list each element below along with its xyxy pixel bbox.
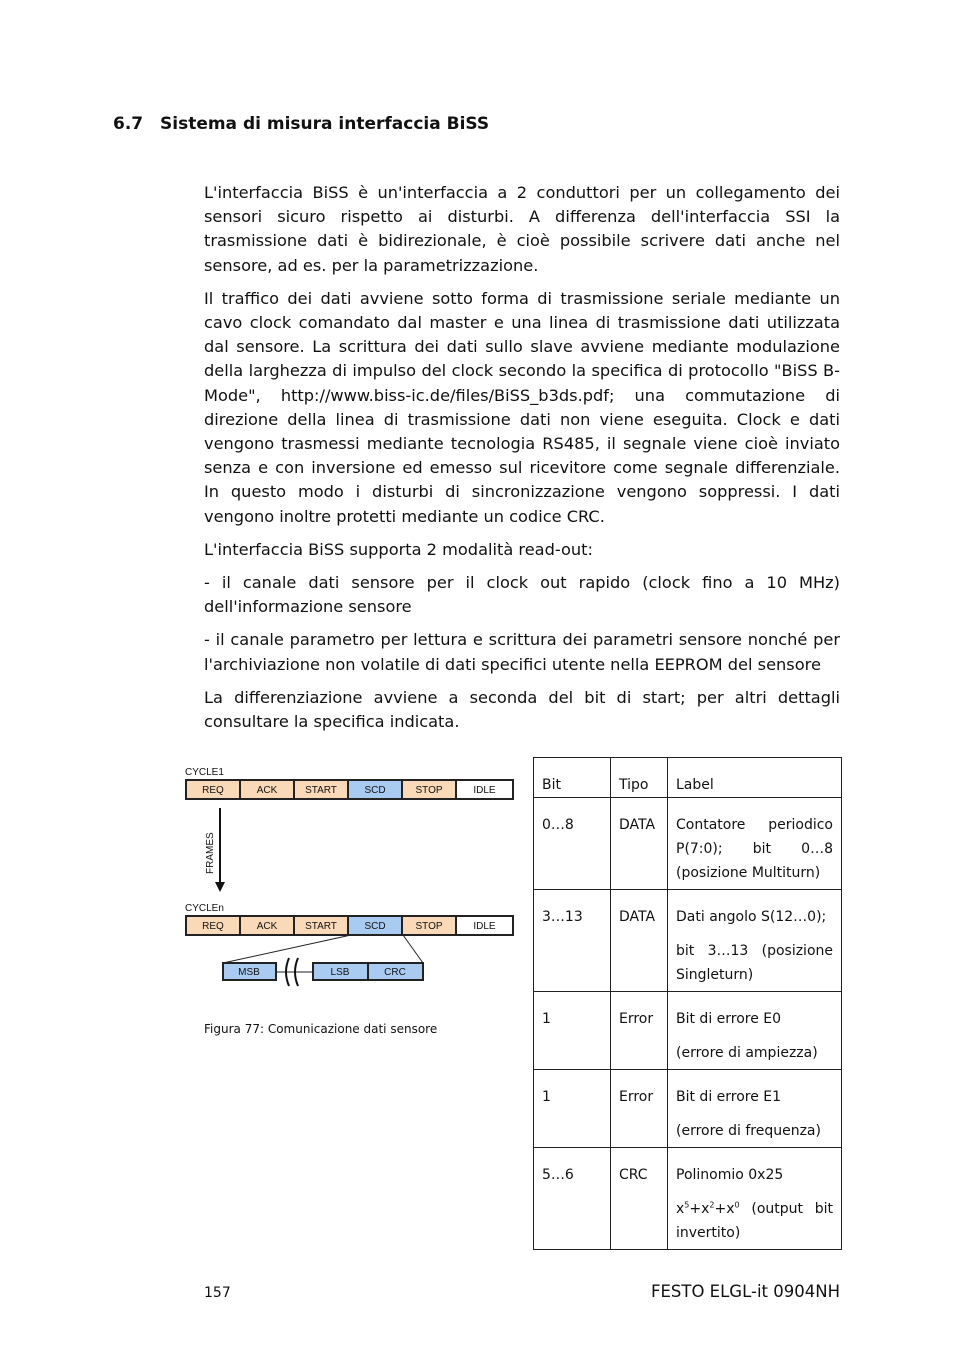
label-text: Bit di errore E1 xyxy=(676,1089,782,1105)
cycle1-label: CYCLE1 xyxy=(185,767,224,778)
header-type: Tipo xyxy=(611,758,668,798)
formula-term: +x xyxy=(714,1201,735,1217)
table-row xyxy=(534,1070,842,1148)
cell-bit: 0…8 xyxy=(534,798,611,890)
cell-lsb-label: LSB xyxy=(330,967,350,978)
cell-idle-label: IDLE xyxy=(473,921,496,932)
cell-stop-label: STOP xyxy=(415,785,443,796)
cell-msb-label: MSB xyxy=(238,967,260,978)
formula-exponent: 0 xyxy=(734,1200,740,1210)
cell-crc-label: CRC xyxy=(384,967,406,978)
cell-req-label: REQ xyxy=(202,785,224,796)
frames-label: FRAMES xyxy=(205,832,216,874)
cell-label xyxy=(668,1148,842,1250)
cyclen-row xyxy=(186,916,513,935)
cell-start-label: START xyxy=(305,785,337,796)
label-text: bit 3…13 (posizione Singleturn) xyxy=(676,943,833,983)
cell-label xyxy=(668,1070,842,1148)
section-number: 6.7 xyxy=(113,114,144,134)
table-row xyxy=(534,1148,842,1250)
paragraph-intro: L'interfaccia BiSS è un'interfaccia a 2 conduttori per un collegamento dei sensori sicuro rispetto ai disturbi. A differenza dell'interfaccia SSI la trasmissione dati è bidirezionale, è cioè possibile scrivere dati anche nel sensore, ad es. per la parametrizzazione. xyxy=(204,183,840,275)
cell-ack-label: ACK xyxy=(256,785,278,796)
bullet-data-channel: - il canale dati sensore per il clock out rapido (clock fino a 10 MHz) dell'informazione sensore xyxy=(204,573,840,617)
bit-table xyxy=(533,757,842,1250)
body-text xyxy=(204,181,840,743)
paragraph-differentiation: La differenziazione avviene a seconda del bit di start; per altri dettagli consultare la specifica indicata. xyxy=(204,687,840,732)
header-label: Label xyxy=(668,758,842,798)
label-text: Polinomio 0x25 xyxy=(676,1167,784,1183)
biss-diagram xyxy=(183,762,518,992)
table-row xyxy=(534,798,842,890)
cell-req-label: REQ xyxy=(202,921,224,932)
page-number: 157 xyxy=(204,1285,231,1301)
table-header-row xyxy=(534,758,842,798)
label-text: (errore di ampiezza) xyxy=(676,1045,818,1061)
formula-note: (output bit invertito) xyxy=(676,1201,834,1241)
formula-term: +x xyxy=(689,1201,710,1217)
cell-stop-label: STOP xyxy=(415,921,443,932)
cell-type: CRC xyxy=(611,1148,668,1250)
cycle1-row xyxy=(186,780,513,799)
table-row xyxy=(534,890,842,992)
header-bit: Bit xyxy=(534,758,611,798)
table-row xyxy=(534,992,842,1070)
paragraph-modes: L'interfaccia BiSS supporta 2 modalità read-out: xyxy=(204,539,593,559)
section-heading xyxy=(113,114,489,134)
cell-bit: 1 xyxy=(534,1070,611,1148)
cyclen-label: CYCLEn xyxy=(185,903,224,914)
section-title: Sistema di misura interfaccia BiSS xyxy=(160,114,490,134)
cell-bit: 5…6 xyxy=(534,1148,611,1250)
label-text: Bit di errore E0 xyxy=(676,1011,782,1027)
cell-ack-label: ACK xyxy=(256,921,278,932)
cell-type: Error xyxy=(611,992,668,1070)
figure-caption: Figura 77: Comunicazione dati sensore xyxy=(204,1022,438,1036)
cell-idle-label: IDLE xyxy=(473,785,496,796)
cell-bit: 3…13 xyxy=(534,890,611,992)
bullet-parameter-channel: - il canale parametro per lettura e scrittura dei parametri sensore nonché per l'archiviazione non volatile di dati specifici utente nella EEPROM del sensore xyxy=(204,630,840,674)
cell-scd-label: SCD xyxy=(364,921,386,932)
cell-label xyxy=(668,798,842,890)
label-text: Contatore periodico P(7:0); bit 0…8 (posizione Multiturn) xyxy=(676,817,833,881)
cell-type: DATA xyxy=(611,890,668,992)
label-text: (errore di frequenza) xyxy=(676,1123,821,1139)
cell-label xyxy=(668,890,842,992)
crc-formula xyxy=(676,1197,833,1245)
cell-type: Error xyxy=(611,1070,668,1148)
paragraph-traffic: Il traffico dei dati avviene sotto forma di trasmissione seriale mediante un cavo clock comandato dal master e una linea di trasmissione dati utilizzata dal sensore. La scrittura dei dati sullo slave avviene mediante modulazione della larghezza di impulso del clock secondo la specifica di protocollo "BiSS B-Mode", http://www.biss-ic.de/files/BiSS_b3ds.pdf; una commutazione di direzione della linea di trasmissione dati non viene eseguita. Clock e dati vengono trasmessi mediante tecnologia RS485, il segnale viene cioè inviato senza e con inversione ed emesso sul ricevitore come segnale differenziale. In questo modo i disturbi di sincronizzazione vengono soppressi. I dati vengono inoltre protetti mediante un codice CRC. xyxy=(204,288,840,526)
formula-exponent: 2 xyxy=(709,1200,715,1210)
formula-term: x xyxy=(676,1201,685,1217)
cell-scd-label: SCD xyxy=(364,785,386,796)
cell-label xyxy=(668,992,842,1070)
label-text: Dati angolo S(12…0); xyxy=(676,909,827,925)
frames-arrow-icon xyxy=(215,882,225,892)
formula-exponent: 5 xyxy=(684,1200,690,1210)
document-code: FESTO ELGL-it 0904NH xyxy=(650,1282,840,1301)
cell-bit: 1 xyxy=(534,992,611,1070)
cell-type: DATA xyxy=(611,798,668,890)
cell-start-label: START xyxy=(305,921,337,932)
